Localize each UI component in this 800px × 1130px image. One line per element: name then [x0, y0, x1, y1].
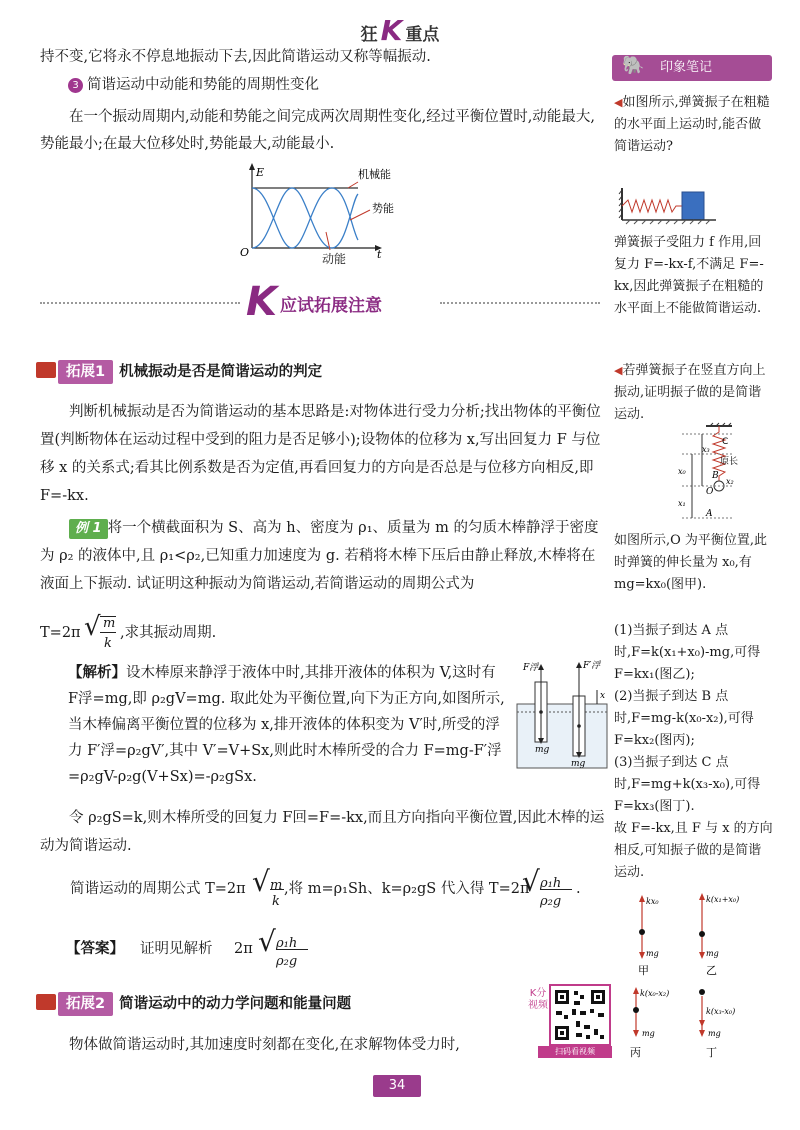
- qr-label-2: 视频: [528, 1000, 548, 1011]
- sidebar-q1-text: 如图所示,弹簧振子在粗糙的水平面上运动时,能否做简谐运动?: [614, 95, 770, 154]
- answer-tag: 【答案】: [66, 941, 124, 957]
- jia-label: 甲: [638, 964, 649, 977]
- ding-label: 丁: [706, 1046, 717, 1059]
- example1-badge: 例 1: [69, 519, 108, 539]
- qr-label: [526, 988, 550, 1012]
- jia-top: kx₀: [646, 897, 659, 906]
- banner-title: 应试拓展注意: [280, 296, 382, 316]
- fig-f2-label: F′浮: [583, 661, 601, 671]
- block: [682, 192, 704, 220]
- page-header: [0, 14, 800, 47]
- dot-ding: [699, 989, 705, 995]
- spring-label-c: C: [722, 437, 729, 447]
- dot-yi: [699, 931, 705, 937]
- fig-mg1-label: mg: [535, 745, 550, 755]
- solution-p1: [68, 660, 508, 790]
- notes-header-title: 印象笔记: [660, 60, 713, 75]
- spring-label-b: B: [712, 471, 719, 481]
- dot-bing: [633, 1007, 639, 1013]
- header-right: 重点: [405, 25, 440, 45]
- p3-end: .: [576, 881, 581, 897]
- answer-den: ρ₂g: [276, 954, 298, 969]
- banner-k-logo: K: [246, 279, 277, 325]
- yi-label: 乙: [706, 964, 717, 977]
- example1-formula: T=2π √ m k ,求其振动周期.: [40, 612, 440, 652]
- force-diagrams: [620, 892, 770, 1064]
- formula-suffix: ,求其振动周期.: [120, 625, 217, 641]
- fig-f1-label: F浮: [523, 663, 539, 673]
- sidebar-q2-text: 若弹簧振子在竖直方向上振动,证明振子做的是简谐运动.: [614, 363, 766, 422]
- sidebar-q1: ◀如图所示,弹簧振子在粗糙的水平面上运动时,能否做简谐运动?: [614, 95, 770, 154]
- formula-num: m: [103, 616, 116, 631]
- dot-jia: [639, 929, 645, 935]
- yi-top: k(x₁+x₀): [706, 895, 740, 904]
- kinetic-energy-label: 动能: [322, 252, 347, 266]
- solution-p2: 令 ρ₂gS=k,则木棒所受的回复力 F回=F=-kx,而且方向指向平衡位置,因此木棒的运动为简谐运动.: [40, 810, 605, 854]
- ext2-text: 物体做简谐运动时,其加速度时刻都在变化,在求解物体受力时,: [69, 1037, 460, 1053]
- section-banner: [40, 279, 600, 325]
- spring-label-orig: 原长: [720, 457, 739, 467]
- sidebar-q2: ◀若弹簧振子在竖直方向上振动,证明振子做的是简谐运动.: [614, 363, 766, 422]
- origin-label: O: [240, 246, 250, 259]
- elephant-icon: 🐘: [622, 55, 645, 76]
- axis-t-label: t: [377, 248, 382, 261]
- header-k-logo: K: [380, 14, 403, 47]
- sidebar-a1: 弹簧振子受阻力 f 作用,回复力 F=-kx-f,不满足 F=-kx,因此弹簧振子在粗糙的水平面上不能做简谐运动.: [614, 235, 764, 316]
- page-number: 34: [373, 1075, 421, 1097]
- answer: 【答案】 证明见解析 2π √ ρ₁h ρ₂g: [66, 926, 386, 972]
- p3-prefix: 简谐运动的周期公式 T=2π: [70, 881, 246, 897]
- vertical-spring-figure: [622, 424, 739, 524]
- ding-top: k(x₃-x₀): [706, 1007, 736, 1016]
- header-left: 狂: [360, 25, 378, 45]
- point3-text: 在一个振动周期内,动能和势能之间完成两次周期性变化,经过平衡位置时,动能最大,势能最小;在最大位移处时,势能最大,动能最小.: [40, 109, 595, 152]
- example1-text: [40, 514, 605, 598]
- book-icon: [36, 362, 56, 378]
- axis-e-label: E: [256, 166, 265, 179]
- ext1-text: 判断机械振动是否为简谐运动的基本思路是:对物体进行受力分析;找出物体的平衡位置(判断物体在运动过程中受到的阻力是否足够小);设物体的位移为 x,写出回复力 F 与位移 x 的关系式;看其比例系数是否为定值,再看回复力的方向是否总是与位移方向相反,即 F=-kx.: [40, 404, 601, 504]
- qr-caption: 扫码看视频: [538, 1046, 612, 1058]
- point3-title: 简谐运动中动能和势能的周期性变化: [87, 77, 319, 93]
- solution-tag: 【解析】: [68, 665, 126, 681]
- ext1-badge: 拓展1: [58, 360, 113, 384]
- yi-bot: mg: [706, 949, 719, 958]
- fig-x-label: x: [600, 691, 606, 701]
- example1-body: 将一个横截面积为 S、高为 h、密度为 ρ₁、质量为 m 的匀质木棒静浮于密度为 ρ₂ 的液体中,且 ρ₁<ρ₂,已知重力加速度为 g. 若稍将木棒下压后由静止释放,木棒将在液面上下振动. 试证明这种振动为简谐运动,若简谐运动的周期公式为: [40, 520, 599, 592]
- p3-num: ρ₁h: [540, 876, 562, 891]
- sidebar-case3: (3)当振子到达 C 点时,F=mg+k(x₃-x₀),可得 F=kx₃(图丁).: [614, 755, 761, 814]
- bing-top: k(x₀-x₂): [640, 989, 670, 998]
- p3-mid: ,将 m=ρ₁Sh、k=ρ₂gS 代入得 T=2π: [284, 881, 530, 897]
- spring-label-x2: x₂: [726, 477, 734, 486]
- ext2-title: 简谐运动中的动力学问题和能量问题: [119, 996, 352, 1012]
- answer-num: ρ₁h: [276, 936, 298, 951]
- bing-label: 丙: [630, 1046, 641, 1059]
- solution-p1-text: 设木棒原来静浮于液体中时,其排开液体的体积为 V,这时有 F浮=mg,即 ρ₂gV=mg. 取此处为平衡位置,向下为正方向,如图所示,当木棒偏离平衡位置的位移为 x,排开液体的体积变为 V′时,所受的浮力 F′浮=ρ₂gV′,其中 V′=V+Sx,则此时木棒所受的合力 F=mg-F′浮=ρ₂gV-ρ₂g(V+Sx)=-ρ₂gSx.: [68, 665, 505, 785]
- jia-bot: mg: [646, 949, 659, 958]
- potential-energy-label: 势能: [372, 202, 394, 215]
- formula-den: k: [104, 636, 112, 651]
- spring-label-x3: x₃: [702, 445, 710, 454]
- ding-bot: mg: [708, 1029, 721, 1038]
- sidebar-case2: (2)当振子到达 B 点时,F=mg-k(x₀-x₂),可得 F=kx₂(图丙);: [614, 689, 754, 748]
- mech-energy-label: 机械能: [358, 168, 391, 181]
- sidebar-a2-intro: 如图所示,O 为平衡位置,此时弹簧的伸长量为 x₀,有 mg=kx₀(图甲).: [614, 533, 768, 592]
- p3-den: ρ₂g: [540, 894, 562, 909]
- book-icon: [36, 994, 56, 1010]
- spring-label-x0: x₀: [678, 467, 686, 476]
- solution-p3: 简谐运动的周期公式 T=2π √ m k ,将 m=ρ₁Sh、k=ρ₂gS 代入得 T=2π √ ρ₁h ρ₂g .: [70, 868, 610, 912]
- energy-graph: [230, 160, 400, 260]
- qr-code-icon[interactable]: [550, 985, 610, 1045]
- ext2-heading: [36, 992, 351, 1016]
- answer-prefix: 2π: [234, 941, 253, 957]
- fig-mg2-label: mg: [571, 759, 586, 769]
- qr-label-1: K分: [529, 988, 547, 999]
- point3-number: 3: [68, 78, 83, 93]
- point3-heading: [68, 72, 608, 99]
- answer-text: 证明见解析: [140, 941, 213, 957]
- floating-rod-figure: [515, 660, 610, 770]
- bing-bot: mg: [642, 1029, 655, 1038]
- formula-prefix: T=2π: [40, 625, 81, 641]
- horizontal-spring-figure: [618, 184, 718, 228]
- spring-label-x1: x₁: [678, 499, 686, 508]
- ext2-badge: 拓展2: [58, 992, 113, 1016]
- spring-label-a: A: [706, 509, 713, 519]
- sidebar-conclusion: 故 F=-kx,且 F 与 x 的方向相反,可知振子做的是简谐运动.: [614, 821, 773, 880]
- spring-label-o: O: [706, 487, 714, 497]
- ext1-heading: [36, 360, 322, 384]
- intro-line: 持不变,它将永不停息地振动下去,因此简谐运动又称等幅振动.: [40, 49, 431, 65]
- notes-header: [612, 55, 772, 81]
- sidebar-case1: (1)当振子到达 A 点时,F=k(x₁+x₀)-mg,可得 F=kx₁(图乙);: [614, 623, 761, 682]
- ext1-title: 机械振动是否是简谐运动的判定: [119, 364, 323, 380]
